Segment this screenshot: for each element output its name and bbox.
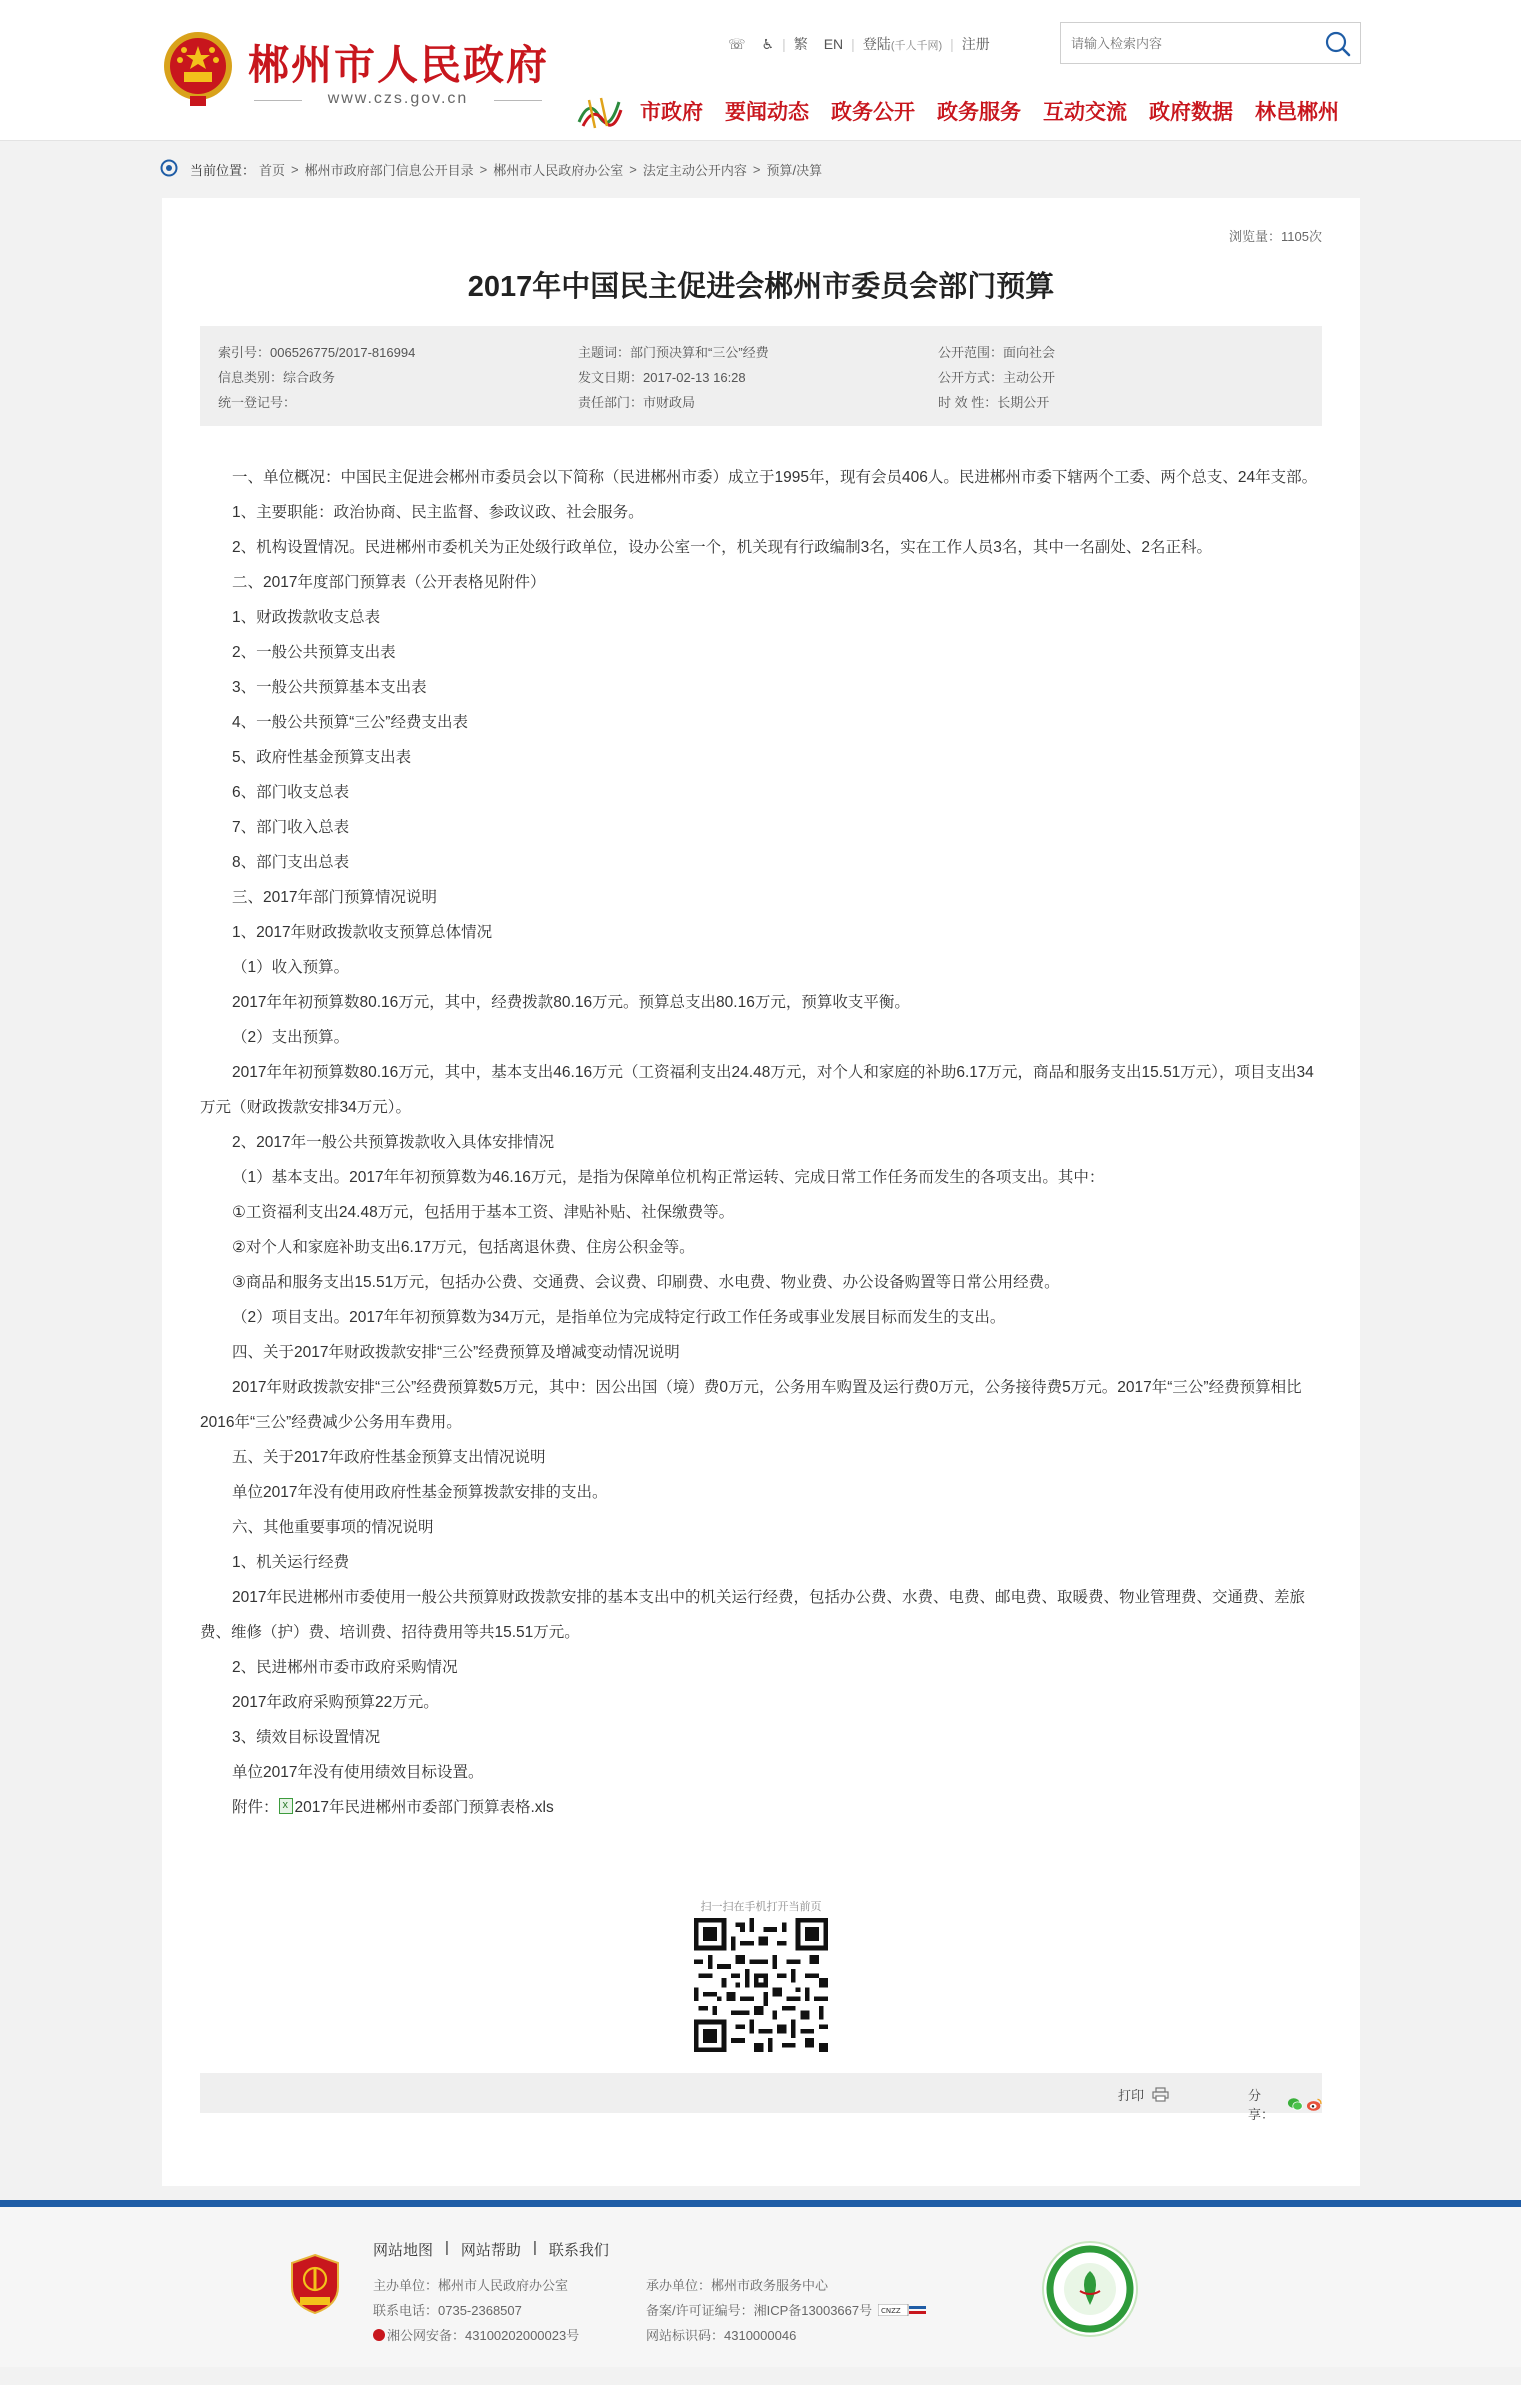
footer-row [373, 2298, 926, 2323]
qr-caption: 扫一扫在手机打开当前页 [700, 1901, 822, 1913]
paragraph: ②对个人和家庭补助支出6.17万元，包括离退休费、住房公积金等。 [232, 1239, 695, 1256]
breadcrumb-separator: > [479, 161, 488, 177]
footer-link-sitemap[interactable]: 网站地图 [373, 2242, 434, 2259]
attachment-line [200, 1790, 1322, 1825]
footer-row [373, 2273, 926, 2298]
footer-icp [646, 2298, 926, 2323]
breadcrumb-statutory[interactable]: 法定主动公开内容 [642, 162, 747, 178]
meta-row [218, 390, 1322, 415]
login-note: (千人千网) [890, 40, 943, 52]
party-government-badge-icon[interactable] [289, 2253, 341, 2315]
footer-link-contact[interactable]: 联系我们 [548, 2242, 609, 2259]
paragraph: 2017年财政拨款安排“三公”经费预算数5万元，其中：因公出国（境）费0万元，公务用车购置及运行费0万元，公务接待费5万元。2017年“三公”经费预算相比2016年“三公”经费减少公务用车费用。 [200, 1379, 1302, 1431]
top-utility-links [720, 34, 998, 54]
paragraph: 8、部门支出总表 [232, 854, 350, 871]
share-group [1248, 2085, 1322, 2123]
meta-registration: 统一登记号： [218, 395, 297, 410]
paragraph: 2017年政府采购预算22万元。 [232, 1694, 439, 1711]
qr-code-icon [694, 1918, 828, 2052]
paragraph: 1、财政拨款收支总表 [232, 609, 381, 626]
paragraph: ①工资福利支出24.48万元，包括用于基本工资、津贴补贴、社保缴费等。 [232, 1204, 735, 1221]
nav-item-services[interactable]: 政务服务 [937, 101, 1021, 124]
breadcrumb-separator: > [752, 161, 761, 177]
paragraph: 2、机构设置情况。民进郴州市委机关为正处级行政单位，设办公室一个，机关现有行政编制3名，实在工作人员3名，其中一名副处、2名正科。 [232, 539, 1212, 556]
breadcrumb-home[interactable]: 首页 [259, 162, 286, 178]
meta-category: 信息类别：综合政务 [218, 370, 336, 385]
footer-phone: 联系电话：0735-2368507 [373, 2303, 522, 2318]
location-pin-icon [160, 159, 178, 179]
main-nav [640, 96, 1339, 126]
login-label: 登陆 [862, 36, 891, 52]
paragraph: 3、绩效目标设置情况 [232, 1729, 381, 1746]
nav-item-disclosure[interactable]: 政务公开 [831, 101, 915, 124]
paragraph: （2）项目支出。2017年年初预算数为34万元，是指单位为完成特定行政工作任务或事业发展目标而发生的支出。 [232, 1309, 1006, 1326]
meta-keywords: 主题词：部门预决算和“三公”经费 [578, 345, 769, 360]
paragraph: 六、其他重要事项的情况说明 [232, 1519, 434, 1536]
register-link[interactable]: 注册 [961, 36, 990, 52]
meta-method: 公开方式：主动公开 [938, 370, 1056, 385]
wechat-icon[interactable] [1287, 2097, 1303, 2112]
print-label: 打印 [1118, 2088, 1145, 2103]
paragraph: 1、主要职能：政治协商、民主监督、参政议政、社会服务。 [232, 504, 644, 521]
site-footer [0, 2207, 1521, 2367]
paragraph: 2017年民进郴州市委使用一般公共预算财政拨款安排的基本支出中的机关运行经费，包括办公费、水费、电费、邮电费、取暖费、物业管理费、交通费、差旅费、维修（护）费、培训费、招待费用等共15.51万元。 [200, 1589, 1305, 1641]
nav-item-news[interactable]: 要闻动态 [725, 101, 809, 124]
breadcrumb-catalog[interactable]: 郴州市政府部门信息公开目录 [304, 162, 474, 178]
svg-text:CNZZ: CNZZ [881, 2307, 901, 2315]
print-button[interactable] [1118, 2085, 1169, 2104]
divider: | [950, 36, 954, 52]
view-count: 浏览量：1105次 [1229, 229, 1322, 244]
divider: | [851, 36, 855, 52]
search-icon[interactable] [1324, 30, 1352, 58]
breadcrumb-label: 当前位置： [190, 162, 256, 178]
breadcrumb-separator: > [291, 161, 299, 177]
nav-item-linyi[interactable]: 林邑郴州 [1255, 101, 1339, 124]
nav-item-government[interactable]: 市政府 [640, 101, 703, 124]
footer-icp-text[interactable]: 备案/许可证编号：湘ICP备13003667号 [646, 2303, 873, 2318]
elderly-mode-icon[interactable]: ☏ [728, 35, 746, 52]
breadcrumb-separator: > [629, 161, 637, 177]
breadcrumb-budget[interactable]: 预算/决算 [766, 162, 823, 178]
paragraph: 三、2017年部门预算情况说明 [232, 889, 437, 906]
breadcrumb-office[interactable]: 郴州市人民政府办公室 [493, 162, 624, 178]
meta-index-number: 索引号：006526775/2017-816994 [218, 345, 416, 360]
paragraph: 一、单位概况：中国民主促进会郴州市委员会以下简称（民进郴州市委）成立于1995年，现有会员406人。民进郴州市委下辖两个工委、两个总支、24年支部。 [232, 469, 1318, 486]
paragraph: （2）支出预算。 [232, 1029, 350, 1046]
paragraph: 6、部门收支总表 [232, 784, 350, 801]
printer-icon [1152, 2087, 1169, 2102]
footer-police [373, 2323, 646, 2348]
paragraph: 2017年年初预算数80.16万元，其中，基本支出46.16万元（工资福利支出24.48万元，对个人和家庭的补助6.17万元，商品和服务支出15.51万元），项目支出34万元（财政拨款安排34万元）。 [200, 1064, 1314, 1116]
nav-logo-icon [575, 92, 625, 130]
paragraph: 四、关于2017年财政拨款安排“三公”经费预算及增减变动情况说明 [232, 1344, 680, 1361]
paragraph: 二、2017年度部门预算表（公开表格见附件） [232, 574, 546, 591]
article-meta-table [200, 326, 1322, 426]
paragraph: 5、政府性基金预算支出表 [232, 749, 412, 766]
paragraph: 五、关于2017年政府性基金预算支出情况说明 [232, 1449, 546, 1466]
footer-links [373, 2239, 609, 2260]
footer-divider [0, 2200, 1521, 2207]
site-name[interactable]: 郴州市人民政府 [248, 41, 549, 89]
site-url: www.czs.gov.cn [248, 90, 548, 108]
share-label: 分享： [1248, 2088, 1275, 2122]
divider: | [532, 2239, 537, 2256]
traditional-chinese-link[interactable]: 繁 [793, 36, 808, 52]
site-header [0, 0, 1521, 141]
paragraph: 2、一般公共预算支出表 [232, 644, 396, 661]
nav-item-interaction[interactable]: 互动交流 [1043, 101, 1127, 124]
footer-undertaker: 承办单位：郴州市政务服务中心 [646, 2278, 829, 2293]
login-link[interactable] [855, 34, 950, 54]
meta-department: 责任部门：市财政局 [578, 395, 696, 410]
paragraph: 2、2017年一般公共预算拨款收入具体安排情况 [232, 1134, 555, 1151]
police-badge-icon [373, 2329, 385, 2341]
meta-validity: 时 效 性：长期公开 [938, 395, 1050, 410]
paragraph: 4、一般公共预算“三公”经费支出表 [232, 714, 468, 731]
paragraph: ③商品和服务支出15.51万元，包括办公费、交通费、会议费、印刷费、水电费、物业费、办公设备购置等日常公用经费。 [232, 1274, 1060, 1291]
paragraph: 3、一般公共预算基本支出表 [232, 679, 427, 696]
footer-host: 主办单位：郴州市人民政府办公室 [373, 2278, 569, 2293]
english-link[interactable]: EN [823, 36, 844, 52]
paragraph: 2、民进郴州市委市政府采购情况 [232, 1659, 458, 1676]
divider: | [782, 36, 786, 52]
search-input[interactable] [1071, 32, 1301, 54]
national-emblem-icon[interactable] [160, 26, 236, 110]
article-body [200, 460, 1322, 1825]
print-share-bar [200, 2073, 1322, 2122]
weibo-icon[interactable] [1306, 2097, 1322, 2112]
footer-link-help[interactable]: 网站帮助 [460, 2242, 521, 2259]
footer-row [373, 2323, 926, 2348]
paragraph: （1）基本支出。2017年年初预算数为46.16万元，是指为保障单位机构正常运转、完成日常工作任务而发生的各项支出。其中： [232, 1169, 1105, 1186]
paragraph: 7、部门收入总表 [232, 819, 350, 836]
accessibility-icon[interactable]: ♿ [761, 35, 775, 52]
meta-row [218, 365, 1322, 390]
civilized-website-seal-icon[interactable] [1040, 2239, 1140, 2339]
paragraph: 1、机关运行经费 [232, 1554, 350, 1571]
footer-site-code: 网站标识码：4310000046 [646, 2328, 797, 2343]
paragraph: 2017年年初预算数80.16万元，其中，经费拨款80.16万元。预算总支出80.16万元，预算收支平衡。 [232, 994, 910, 1011]
nav-item-data[interactable]: 政府数据 [1149, 101, 1233, 124]
article-title: 2017年中国民主促进会郴州市委员会部门预算 [467, 271, 1055, 303]
search-box [1060, 22, 1361, 64]
footer-police-text[interactable]: 湘公网安备：43100202000023号 [387, 2328, 580, 2343]
excel-file-icon [279, 1798, 293, 1814]
attachment-label: 附件： [232, 1799, 279, 1816]
breadcrumb [160, 158, 822, 180]
paragraph: 单位2017年没有使用绩效目标设置。 [232, 1764, 484, 1781]
meta-date: 发文日期：2017-02-13 16:28 [578, 370, 746, 385]
divider: | [445, 2239, 449, 2256]
footer-info [373, 2273, 926, 2348]
article-card [162, 198, 1360, 2186]
meta-row [218, 340, 1322, 365]
paragraph: 单位2017年没有使用政府性基金预算拨款安排的支出。 [232, 1484, 608, 1501]
attachment-link[interactable]: 2017年民进郴州市委部门预算表格.xls [294, 1799, 554, 1816]
paragraph: （1）收入预算。 [232, 959, 350, 976]
meta-scope: 公开范围：面向社会 [938, 345, 1056, 360]
paragraph: 1、2017年财政拨款收支预算总体情况 [232, 924, 493, 941]
cnzz-stat-icon[interactable] [878, 2304, 926, 2316]
